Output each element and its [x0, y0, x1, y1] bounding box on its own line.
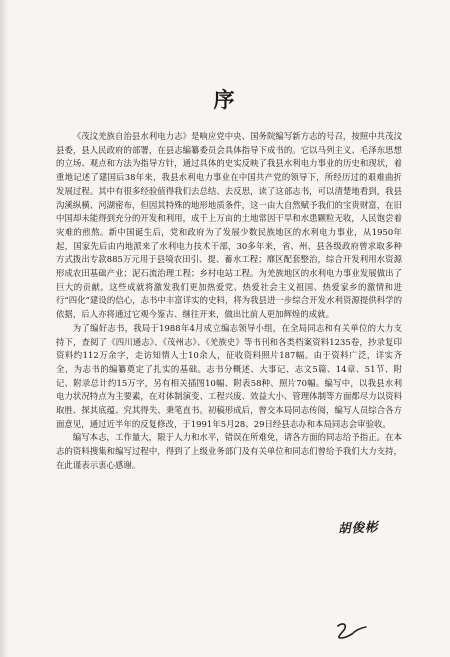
- preface-title: 序: [213, 87, 237, 112]
- paragraph-2: 为了编好志书，我局于1988年4月成立编志领导小组，在全局同志和有关单位的大力支持下，查阅了《四川通志》、《茂州志》、《羌族史》等书刊和各类档案资料1235卷，抄录复印资料约112万余字，走访知情人士10余人，征收资料照片187幅。由于资料广泛，详实齐全，为志书的编纂奠定了扎实的基础。志书分概述、大事记、志文5篇、14章、51节、附记、附录总计约15万字，另有相关插图10幅、附表58种、照片70幅。编写中，以我县水利电力状况特点为主要素，在对体制演变、工程兴废、效益大小、管理体制等方面都尽力以资料取胜、探其底蕴、究其得失、秉笔直书。初稿形成后，曾交本局同志传阅，编写人员综合各方面意见，通过近半年的反复修改，于1991年5月28、29日经县志办和本局同志会审验收。: [56, 322, 402, 429]
- paragraph-1: 《茂汶羌族自治县水利电力志》是响应党中央、国务院编写新方志的号召，按照中共茂汶县委，县人民政府的部署，在县志编纂委员会具体指导下成书的。它以马列主义、毛泽东思想的立场、观点和方法为指导方针，通过具体的史实反映了我县水利电力事业的历史和现状，着重地记述了建国后38年来，我县水利电力事业在中国共产党的领导下，所经历过的艰难曲折发展过程。其中有很多经验值得我们去总结、去反思，读了这部志书，可以清楚地看到，我县沟溪纵横、河湖密布，但因其特殊的地形地质条件，这一由大自然赋予我们的宝贵财富，在旧中国却未能得到充分的开发和利用，成千上万亩的土地常因干旱和水患颗粒无收，人民饱尝着灾难的煎熬。新中国诞生后，党和政府为了发展少数民族地区的水利电力事业，从1950年起，国家先后由内地派来了水利电力技术干部，30多年来，省、州、县各级政府曾求取多种方式拨出专款885万元用于县境农田引、提、蓄水工程；靡区配套整治，综合开发利用水资源形成农田基础产业；泥石流治理工程；乡村电站工程。为羌族地区的水利电力事业发展做出了巨大的贡献。这些成就将激发我们更加热爱党、热爱社会主义祖国、热爱家乡的激情和进行“四化”建设的信心，志书中丰富详实的史料，将为我县进一步综合开发水利资源提供科学的依据，后人亦将通过它观今鉴古、继往开来，做出比前人更加辉煌的成就。: [56, 131, 402, 320]
- handwritten-page-mark-icon: [332, 618, 372, 644]
- paragraph-3: 编写本志，工作量大，限于人力和水平，错误在所难免，请各方面的同志给予指正。在本志的资料搜集和编写过程中，得到了上级业务部门及有关单位和同志们曾给予我们大力支持，在此谨表示衷心感谢。: [56, 432, 402, 470]
- preface-body: [56, 130, 402, 473]
- author-signature: 胡俊彬: [337, 518, 379, 537]
